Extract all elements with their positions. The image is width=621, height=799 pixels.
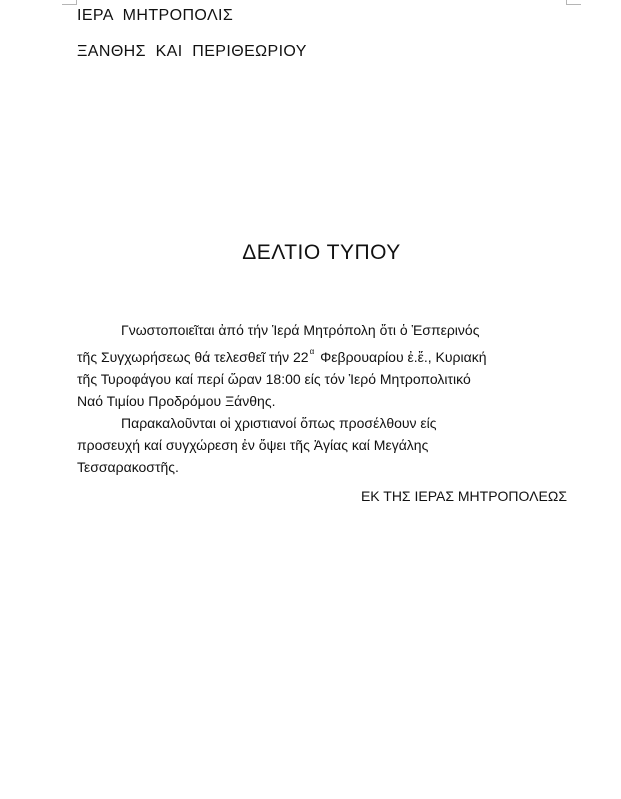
issuer-region: ΞΑΝΘΗΣ ΚΑΙ ΠΕΡΙΘΕΩΡΙΟΥ (77, 43, 307, 60)
paragraph-text: Φεβρουαρίου ἐ.ἔ., Κυριακή (316, 349, 487, 365)
paragraph-line: Τεσσαρακοστῆς. (77, 459, 179, 475)
margin-corner-mark-left (62, 0, 77, 5)
ordinal-superscript: α (309, 347, 315, 356)
paragraph-invitation (77, 412, 567, 478)
paragraph-line: τῆς Τυροφάγου καί περί ὥραν 18:00 είς τόν Ἱερό Μητροπολιτικό (77, 371, 471, 387)
paragraph-line: προσευχή καί συγχώρεση ἐν ὄψει τῆς Ἁγίας καί Μεγάλης (77, 437, 429, 453)
paragraph-announcement (77, 319, 567, 412)
paragraph-text: τῆς Συγχωρήσεως θά τελεσθεῖ τήν 22 (77, 349, 309, 365)
paragraph-line: Ναό Τιμίου Προδρόμου Ξάνθης. (77, 393, 276, 409)
paragraph-line: Γνωστοποιεῖται ἀπό τήν Ἱερά Μητρόπολη ὅτι ὁ Ἑσπερινός (121, 322, 480, 338)
issuer-name: ΙΕΡΑ ΜΗΤΡΟΠΟΛΙΣ (77, 7, 234, 24)
margin-corner-mark-right (566, 0, 581, 5)
paragraph-line: Παρακαλοῦνται οἱ χριστιανοί ὅπως προσέλθουν είς (121, 415, 437, 431)
document-title-text: ΔΕΛΤΙΟ ΤΥΠΟΥ (242, 241, 401, 264)
signature-line: ΕΚ ΤΗΣ ΙΕΡΑΣ ΜΗΤΡΟΠΟΛΕΩΣ (360, 488, 567, 504)
paragraph-line-with-date (77, 341, 567, 368)
document-title (0, 241, 621, 265)
